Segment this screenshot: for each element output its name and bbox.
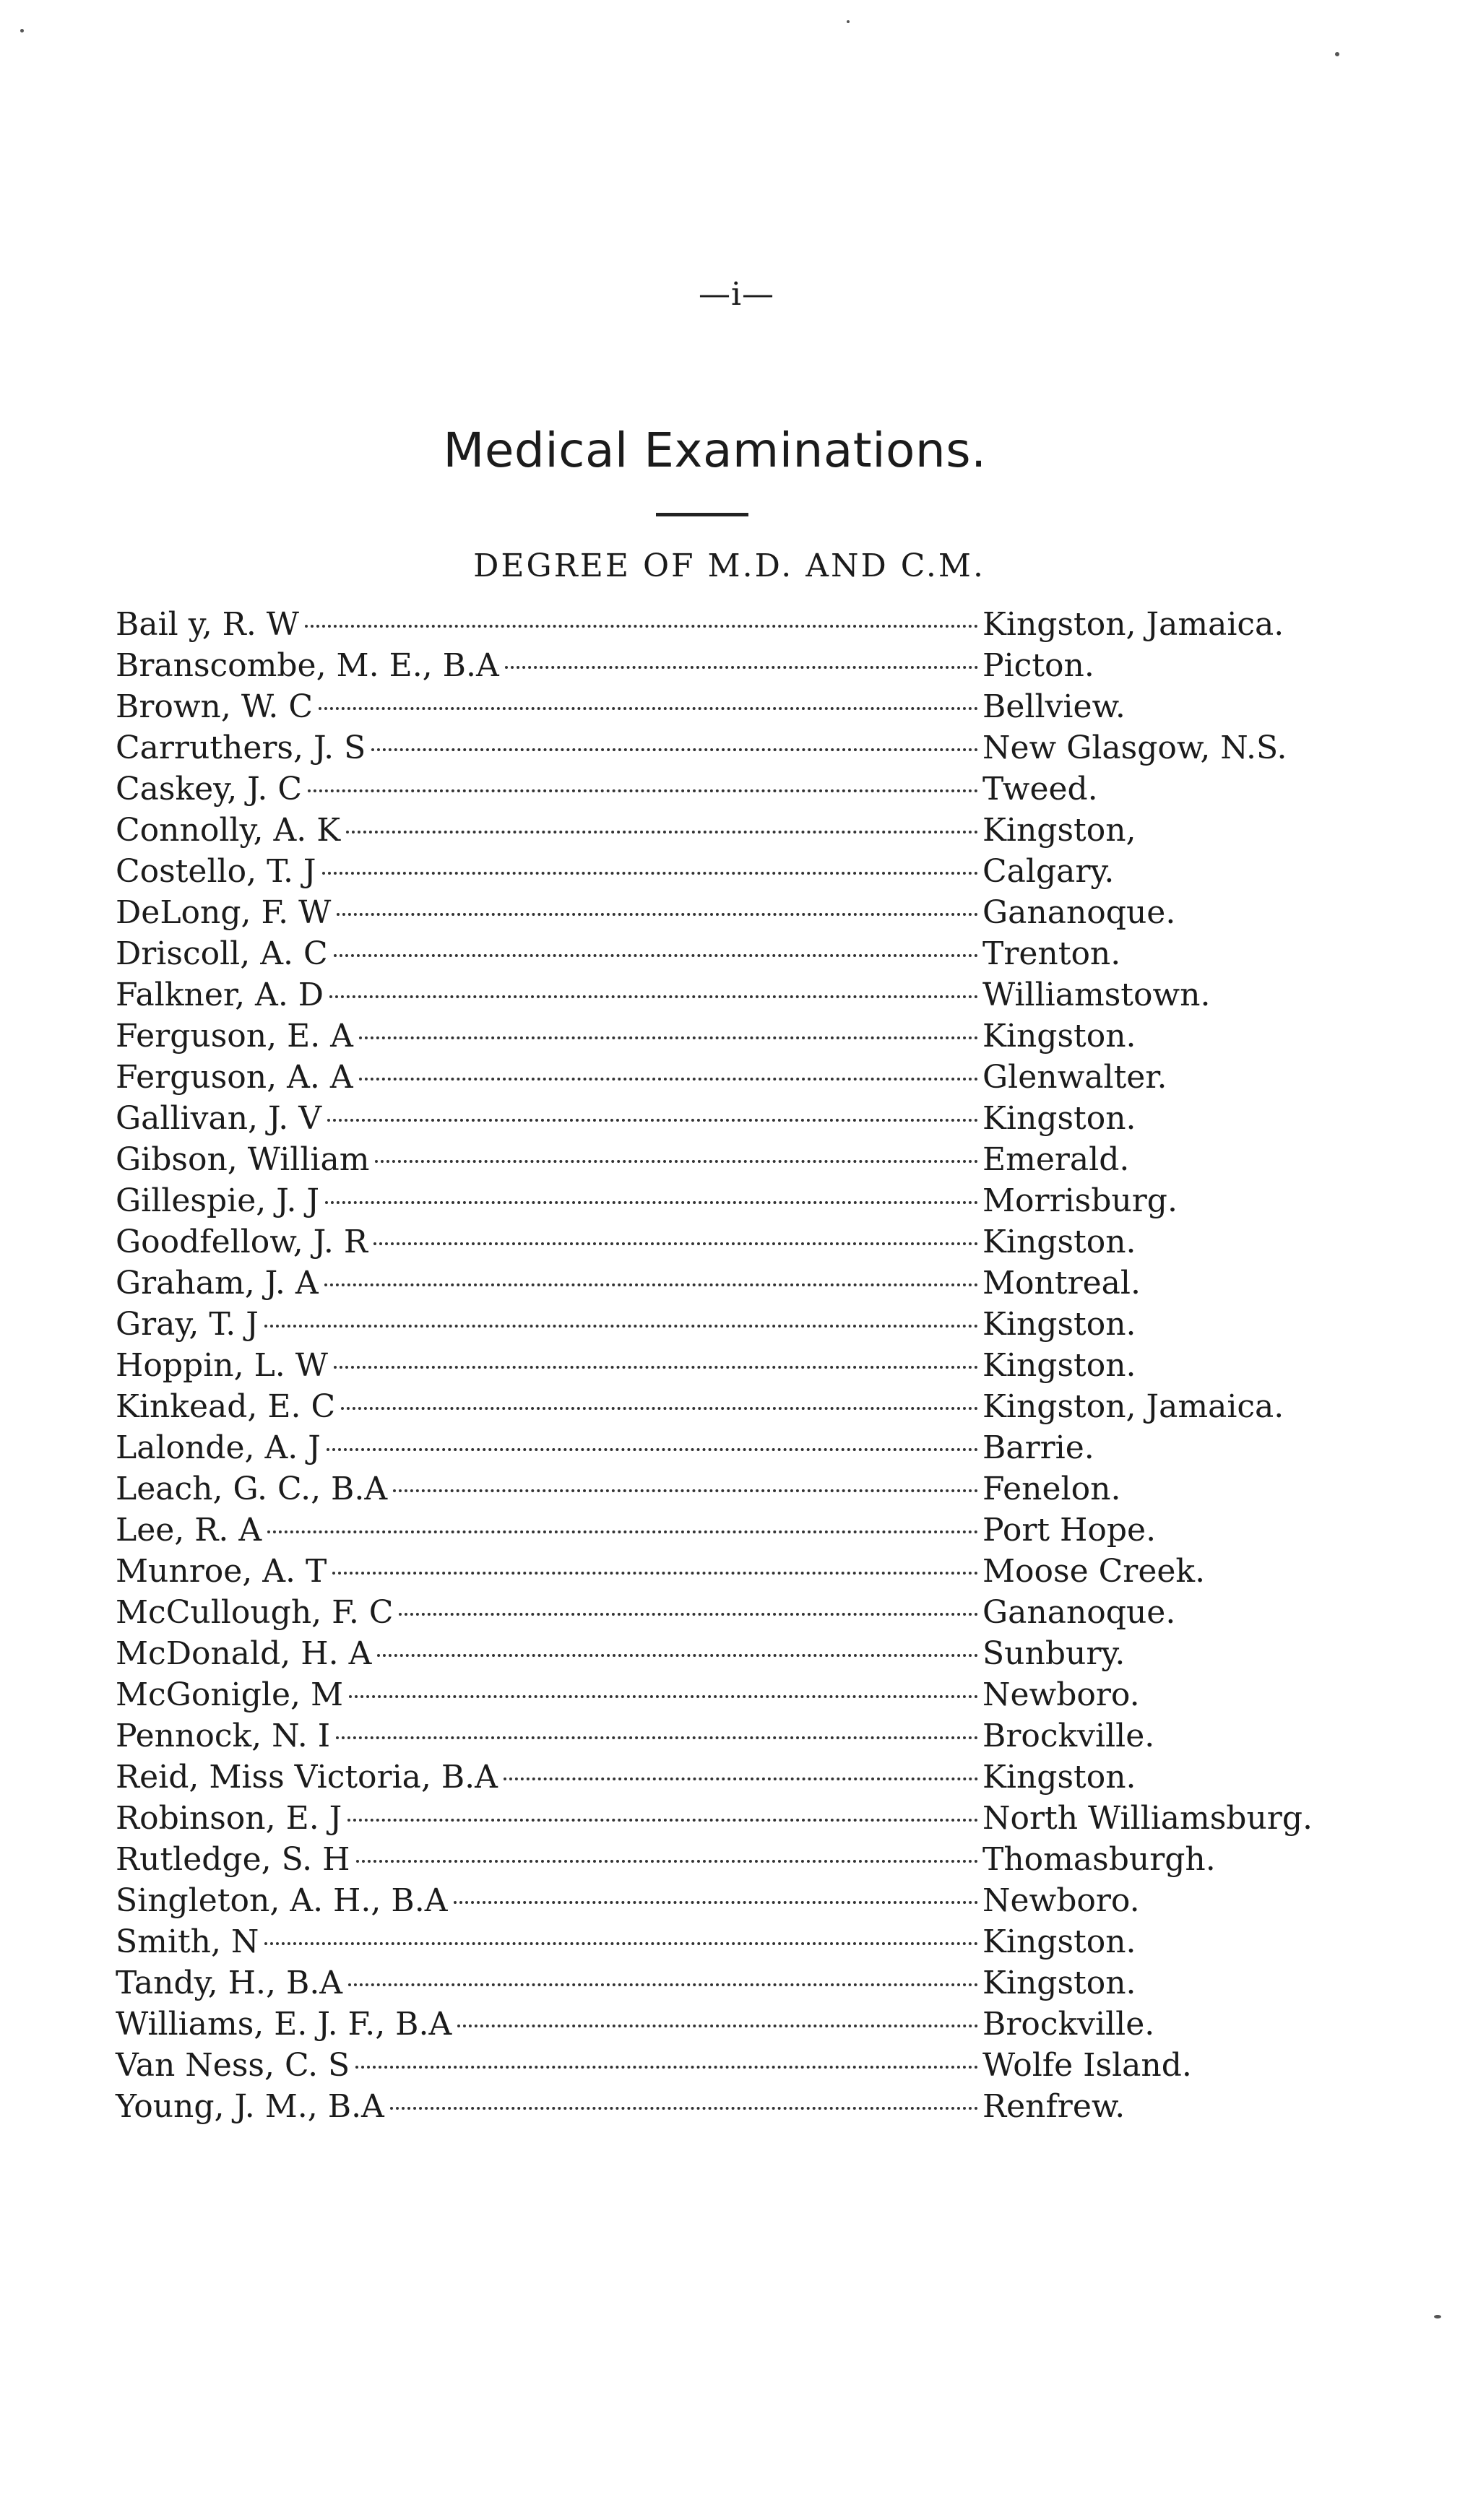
graduate-name: Pennock, N. I <box>116 1718 331 1754</box>
dot-leader <box>327 1448 978 1451</box>
graduate-hometown: Kingston. <box>982 1759 1136 1796</box>
graduate-hometown: Kingston, Jamaica. <box>982 1388 1284 1425</box>
list-item <box>116 892 1373 933</box>
graduate-hometown: Kingston, Jamaica. <box>982 606 1284 643</box>
degree-heading: DEGREE OF M.D. AND C.M. <box>473 547 985 584</box>
dot-leader <box>332 1572 978 1575</box>
graduate-name: Lee, R. A <box>116 1512 262 1549</box>
graduate-hometown: Thomasburgh. <box>982 1841 1216 1878</box>
dot-leader <box>324 1283 978 1286</box>
graduate-name: Bail y, R. W <box>116 606 300 643</box>
graduate-list <box>116 604 1373 2127</box>
graduate-name: DeLong, F. W <box>116 894 332 931</box>
graduate-name: Rutledge, S. H <box>116 1841 350 1878</box>
list-item <box>116 1263 1373 1304</box>
graduate-hometown: Kingston, <box>982 812 1136 849</box>
dot-leader <box>322 872 978 875</box>
graduate-hometown: Newboro. <box>982 1882 1140 1919</box>
dot-leader <box>346 831 978 833</box>
graduate-name: Young, J. M., B.A <box>116 2088 384 2125</box>
graduate-name: McCullough, F. C <box>116 1594 394 1631</box>
dot-leader <box>337 913 978 916</box>
graduate-hometown: Barrie. <box>982 1429 1094 1466</box>
graduate-hometown: Newboro. <box>982 1676 1140 1713</box>
list-item <box>116 2086 1373 2127</box>
graduate-name: Singleton, A. H., B.A <box>116 1882 448 1919</box>
list-item <box>116 1098 1373 1139</box>
graduate-name: Gillespie, J. J <box>116 1182 320 1219</box>
list-item <box>116 604 1373 645</box>
graduate-hometown: Kingston. <box>982 1100 1136 1137</box>
dot-leader <box>267 1530 978 1533</box>
graduate-name: Smith, N <box>116 1923 259 1960</box>
dot-leader <box>371 748 978 751</box>
title-rule <box>656 513 748 516</box>
graduate-hometown: Kingston. <box>982 1965 1136 2001</box>
graduate-name: Carruthers, J. S <box>116 729 366 766</box>
graduate-name: Tandy, H., B.A <box>116 1965 343 2001</box>
graduate-name: Robinson, E. J <box>116 1800 342 1837</box>
dot-leader <box>375 1160 978 1163</box>
graduate-hometown: Kingston. <box>982 1306 1136 1343</box>
graduate-name: Lalonde, A. J <box>116 1429 321 1466</box>
list-item <box>116 1880 1373 1921</box>
list-item <box>116 768 1373 810</box>
list-item <box>116 1304 1373 1345</box>
list-item <box>116 1633 1373 1674</box>
list-item <box>116 727 1373 768</box>
dot-leader <box>457 2025 978 2027</box>
dot-leader <box>264 1325 978 1328</box>
graduate-hometown: Kingston. <box>982 1224 1136 1260</box>
graduate-hometown: Emerald. <box>982 1141 1130 1178</box>
dot-leader <box>334 1366 978 1369</box>
list-item <box>116 933 1373 974</box>
graduate-hometown: Wolfe Island. <box>982 2047 1192 2084</box>
graduate-hometown: Montreal. <box>982 1265 1141 1302</box>
graduate-hometown: Picton. <box>982 647 1094 684</box>
list-item <box>116 1839 1373 1880</box>
list-item <box>116 1427 1373 1468</box>
list-item <box>116 1386 1373 1427</box>
dot-leader <box>347 1819 978 1822</box>
scan-speck <box>20 29 24 33</box>
dot-leader <box>341 1407 978 1410</box>
graduate-name: Reid, Miss Victoria, B.A <box>116 1759 498 1796</box>
graduate-hometown: Kingston. <box>982 1923 1136 1960</box>
graduate-hometown: Calgary. <box>982 853 1115 890</box>
list-item <box>116 2004 1373 2045</box>
graduate-name: Driscoll, A. C <box>116 935 328 972</box>
dot-leader <box>355 2066 978 2069</box>
graduate-name: Kinkead, E. C <box>116 1388 336 1425</box>
graduate-name: Caskey, J. C <box>116 771 303 807</box>
dot-leader <box>505 666 978 669</box>
graduate-name: Hoppin, L. W <box>116 1347 328 1384</box>
list-item <box>116 1551 1373 1592</box>
dot-leader <box>308 789 978 792</box>
scan-speck <box>1335 52 1339 56</box>
list-item <box>116 1921 1373 1962</box>
graduate-name: Leach, G. C., B.A <box>116 1471 388 1507</box>
graduate-hometown: New Glasgow, N.S. <box>982 729 1287 766</box>
list-item <box>116 1345 1373 1386</box>
graduate-name: Graham, J. A <box>116 1265 319 1302</box>
graduate-hometown: Tweed. <box>982 771 1098 807</box>
dot-leader <box>504 1778 978 1780</box>
graduate-hometown: Sunbury. <box>982 1635 1126 1672</box>
graduate-hometown: Kingston. <box>982 1347 1136 1384</box>
list-item <box>116 686 1373 727</box>
graduate-hometown: Bellview. <box>982 688 1126 725</box>
list-item <box>116 1757 1373 1798</box>
graduate-name: Goodfellow, J. R <box>116 1224 368 1260</box>
dot-leader <box>327 1119 978 1122</box>
graduate-hometown: North Williamsburg. <box>982 1800 1313 1837</box>
list-item <box>116 1715 1373 1757</box>
dot-leader <box>393 1489 978 1492</box>
list-item <box>116 1674 1373 1715</box>
list-item <box>116 1139 1373 1180</box>
dot-leader <box>319 707 978 710</box>
list-item <box>116 1057 1373 1098</box>
dot-leader <box>325 1201 978 1204</box>
dot-leader <box>334 954 978 957</box>
list-item <box>116 2045 1373 2086</box>
list-item <box>116 810 1373 851</box>
dot-leader <box>329 995 978 998</box>
graduate-name: Costello, T. J <box>116 853 316 890</box>
list-item <box>116 645 1373 686</box>
graduate-hometown: Kingston. <box>982 1018 1136 1055</box>
list-item <box>116 974 1373 1016</box>
graduate-name: Gray, T. J <box>116 1306 259 1343</box>
dot-leader <box>359 1078 978 1081</box>
dot-leader <box>373 1242 978 1245</box>
scan-speck <box>1434 2315 1441 2318</box>
graduate-hometown: Glenwalter. <box>982 1059 1167 1096</box>
graduate-hometown: Gananoque. <box>982 1594 1176 1631</box>
dot-leader <box>336 1736 978 1739</box>
scan-speck <box>847 20 850 23</box>
graduate-name: Brown, W. C <box>116 688 314 725</box>
graduate-name: Branscombe, M. E., B.A <box>116 647 499 684</box>
graduate-hometown: Brockville. <box>982 1718 1155 1754</box>
graduate-hometown: Morrisburg. <box>982 1182 1178 1219</box>
graduate-hometown: Fenelon. <box>982 1471 1121 1507</box>
dot-leader <box>359 1036 978 1039</box>
dot-leader <box>399 1613 978 1616</box>
graduate-name: Ferguson, E. A <box>116 1018 353 1055</box>
list-item <box>116 1016 1373 1057</box>
graduate-hometown: Renfrew. <box>982 2088 1126 2125</box>
list-item <box>116 851 1373 892</box>
graduate-name: Ferguson, A. A <box>116 1059 353 1096</box>
graduate-name: Gallivan, J. V <box>116 1100 321 1137</box>
list-item <box>116 1221 1373 1263</box>
graduate-hometown: Brockville. <box>982 2006 1155 2043</box>
graduate-name: McGonigle, M <box>116 1676 344 1713</box>
graduate-hometown: Moose Creek. <box>982 1553 1206 1590</box>
graduate-hometown: Williamstown. <box>982 977 1211 1013</box>
list-item <box>116 1510 1373 1551</box>
dot-leader <box>454 1901 979 1904</box>
graduate-hometown: Trenton. <box>982 935 1121 972</box>
graduate-name: Williams, E. J. F., B.A <box>116 2006 452 2043</box>
dot-leader <box>305 625 978 628</box>
page-title: Medical Examinations. <box>443 423 987 478</box>
graduate-hometown: Gananoque. <box>982 894 1176 931</box>
dot-leader <box>349 1695 978 1698</box>
dot-leader <box>390 2107 978 2110</box>
dot-leader <box>264 1942 978 1945</box>
list-item <box>116 1592 1373 1633</box>
list-item <box>116 1962 1373 2004</box>
graduate-name: Connolly, A. K <box>116 812 341 849</box>
dot-leader <box>377 1654 978 1657</box>
graduate-name: Munroe, A. T <box>116 1553 327 1590</box>
page-number: —i— <box>698 276 775 313</box>
graduate-name: Van Ness, C. S <box>116 2047 350 2084</box>
list-item <box>116 1180 1373 1221</box>
graduate-name: McDonald, H. A <box>116 1635 372 1672</box>
list-item <box>116 1798 1373 1839</box>
dot-leader <box>348 1983 978 1986</box>
list-item <box>116 1468 1373 1510</box>
graduate-name: Gibson, William <box>116 1141 370 1178</box>
dot-leader <box>356 1860 978 1863</box>
graduate-name: Falkner, A. D <box>116 977 324 1013</box>
graduate-hometown: Port Hope. <box>982 1512 1157 1549</box>
